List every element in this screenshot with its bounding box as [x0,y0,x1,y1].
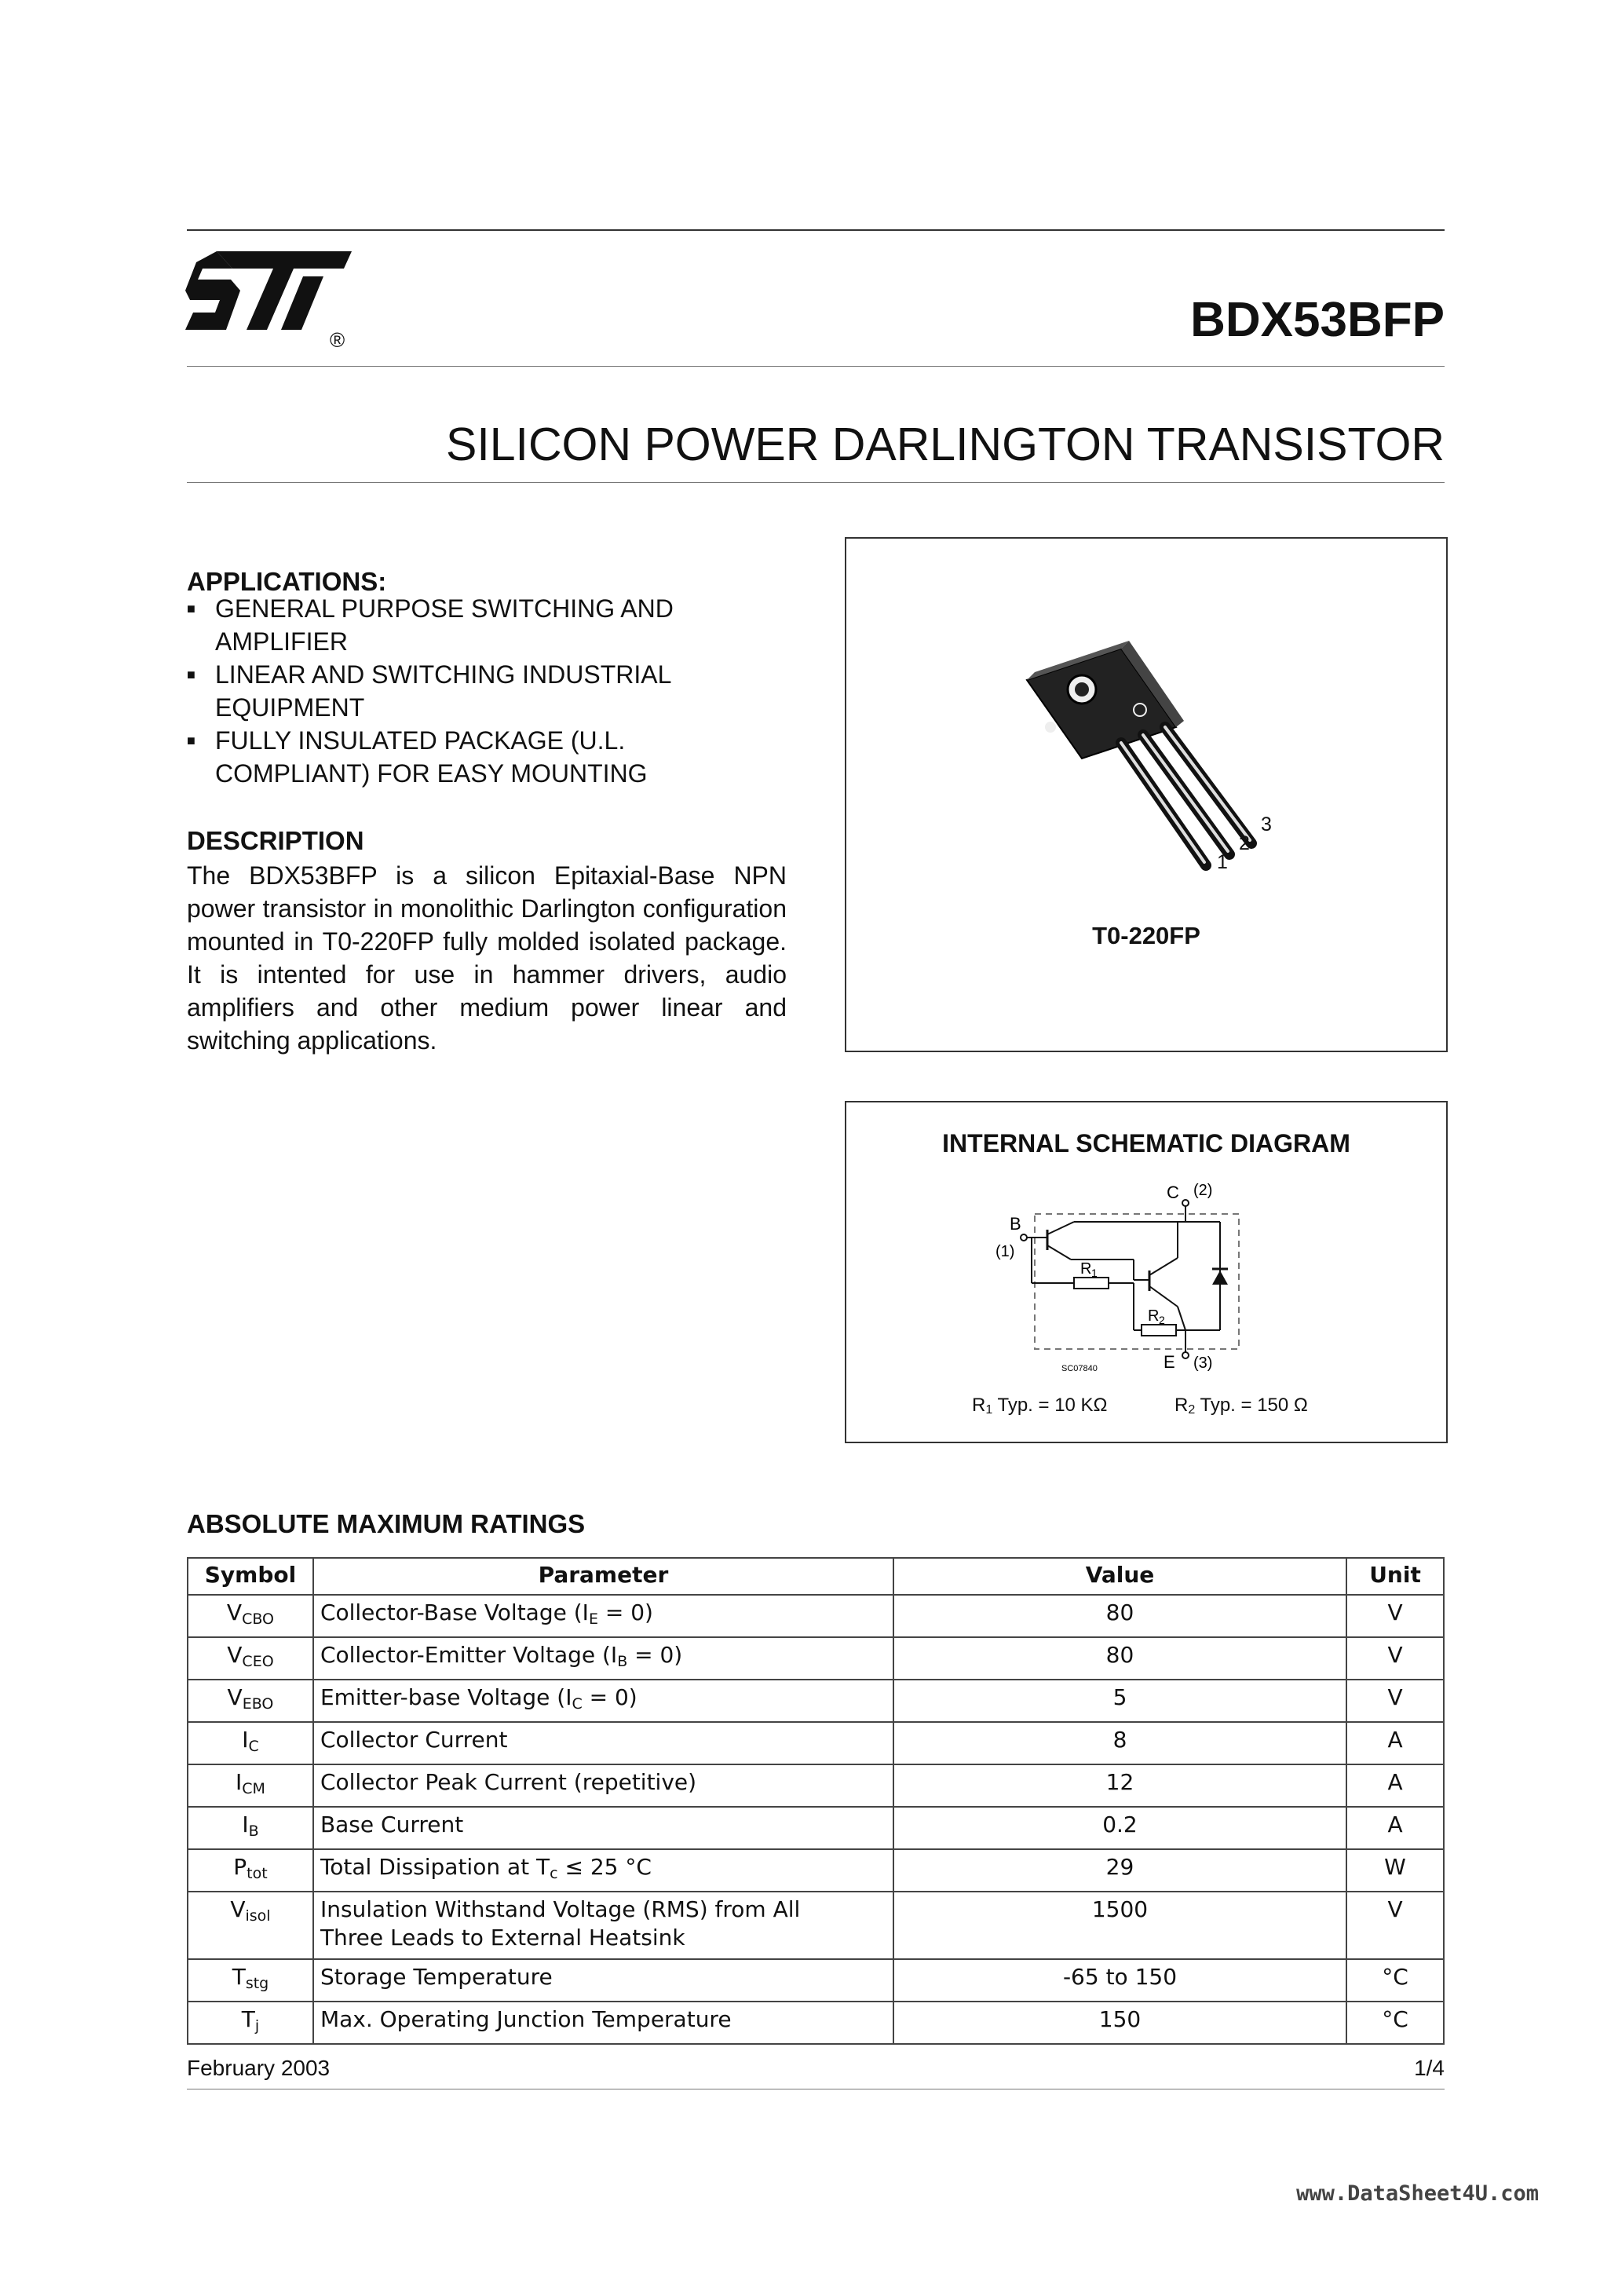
footer-page-number: 1/4 [1414,2056,1445,2080]
value-cell: 8 [893,1722,1346,1764]
r2-label: R [1148,1307,1160,1325]
value-cell: 150 [893,2002,1346,2044]
unit-cell: V [1346,1595,1444,1637]
table-row [188,1959,1444,2002]
header-symbol: Symbol [188,1558,313,1595]
bullet-icon: ■ [187,667,195,682]
top-rule [187,229,1445,231]
value-cell: 80 [893,1637,1346,1680]
collector-pin-label: (2) [1193,1182,1213,1199]
ratings-table [187,1557,1445,2045]
list-item: ■ LINEAR AND SWITCHING INDUSTRIAL EQUIPMENT [187,658,815,724]
package-figure [845,537,1448,1052]
description-heading: DESCRIPTION [187,826,364,855]
footer-date: February 2003 [187,2056,331,2080]
unit-cell: A [1346,1722,1444,1764]
symbol-cell: $V_{CEO}$ [188,1637,313,1680]
document-title: SILICON POWER DARLINGTON TRANSISTOR [446,419,1445,470]
bullet-icon: ■ [187,601,195,616]
table-row [188,1680,1444,1722]
collector-label: C [1167,1183,1179,1202]
registered-mark: ® [330,328,345,352]
schematic-figure [845,1101,1448,1443]
r2-typical-value: $R_2$ Typ. = 150 Ω [1174,1395,1308,1417]
emitter-label: E [1164,1352,1175,1372]
parameter-cell: Max. Operating Junction Temperature [313,2002,893,2044]
unit-cell: A [1346,1764,1444,1807]
value-cell: -65 to 150 [893,1959,1346,2002]
applications-heading: APPLICATIONS: [187,567,387,596]
schematic-title: INTERNAL SCHEMATIC DIAGRAM [942,1129,1350,1157]
symbol-cell: $I_B$ [188,1807,313,1849]
base-pin-label: (1) [995,1243,1015,1260]
parameter-cell: Total Dissipation at $T_c \le 25$ °C [313,1849,893,1892]
parameter-cell: Collector-Emitter Voltage $(I_B = 0)$ [313,1637,893,1680]
table-row [188,1849,1444,1892]
unit-cell: W [1346,1849,1444,1892]
emitter-pin-label: (3) [1193,1355,1213,1372]
parameter-cell: Emitter-base Voltage $(I_C = 0)$ [313,1680,893,1722]
value-cell: 5 [893,1680,1346,1722]
pin-1-label: 1 [1217,851,1228,873]
value-cell: 1500 [893,1892,1346,1959]
drawing-code: SC07840 [1061,1364,1098,1373]
unit-cell: V [1346,1892,1444,1959]
bullet-icon: ■ [187,733,195,748]
base-label: B [1010,1214,1021,1234]
list-item: ■ FULLY INSULATED PACKAGE (U.L. COMPLIANT) FOR EASY MOUNTING [187,724,815,790]
package-label: T0-220FP [1092,922,1200,949]
darlington-schematic-diagram [995,1173,1294,1385]
unit-cell: V [1346,1680,1444,1722]
r1-label: R [1080,1260,1092,1278]
value-cell: 29 [893,1849,1346,1892]
header-value: Value [893,1558,1346,1595]
r2-index: 2 [1159,1314,1165,1326]
table-row [188,1892,1444,1959]
header-unit: Unit [1346,1558,1444,1595]
r1-index: 1 [1091,1267,1098,1279]
symbol-cell: $P_{tot}$ [188,1849,313,1892]
parameter-cell: Insulation Withstand Voltage (RMS) from All Three Leads to External Heatsink [313,1892,893,1959]
symbol-cell: $I_{CM}$ [188,1764,313,1807]
value-cell: 0.2 [893,1807,1346,1849]
table-row [188,1764,1444,1807]
table-row [188,1595,1444,1637]
pin-2-label: 2 [1239,832,1250,854]
symbol-cell: $I_C$ [188,1722,313,1764]
r1-typical-value: $R_1$ Typ. = 10 KΩ [972,1395,1108,1417]
table-row [188,1722,1444,1764]
title-divider [187,482,1445,483]
unit-cell: °C [1346,1959,1444,2002]
unit-cell: A [1346,1807,1444,1849]
part-number: BDX53BFP [1190,293,1445,347]
symbol-cell: $T_j$ [188,2002,313,2044]
table-row [188,2002,1444,2044]
parameter-cell: Collector-Base Voltage $(I_E = 0)$ [313,1595,893,1637]
unit-cell: °C [1346,2002,1444,2044]
table-row [188,1637,1444,1680]
list-item: ■ GENERAL PURPOSE SWITCHING AND AMPLIFIER [187,592,815,658]
table-row [188,1807,1444,1849]
symbol-cell: $V_{CBO}$ [188,1595,313,1637]
parameter-cell: Base Current [313,1807,893,1849]
value-cell: 12 [893,1764,1346,1807]
watermark-link[interactable]: www.DataSheet4U.com [1296,2181,1539,2206]
symbol-cell: $V_{isol}$ [188,1892,313,1959]
parameter-cell: Collector Current [313,1722,893,1764]
header-parameter: Parameter [313,1558,893,1595]
ratings-title: ABSOLUTE MAXIMUM RATINGS [187,1509,586,1538]
table-header-row [188,1558,1444,1595]
parameter-cell: Storage Temperature [313,1959,893,2002]
header-divider [187,366,1445,367]
parameter-cell: Collector Peak Current (repetitive) [313,1764,893,1807]
value-cell: 80 [893,1595,1346,1637]
unit-cell: V [1346,1637,1444,1680]
symbol-cell: $V_{EBO}$ [188,1680,313,1722]
applications-list [187,592,815,790]
description-text: The BDX53BFP is a silicon Epitaxial-Base NPN power transistor in monolithic Darlington configuration mounted in T0-220FP fully molded isolated package. It is intented for use in hammer drivers, audio amplifiers and other medium power linear and switching applications. [187,861,787,1055]
symbol-cell: $T_{stg}$ [188,1959,313,2002]
pin-3-label: 3 [1261,813,1272,835]
